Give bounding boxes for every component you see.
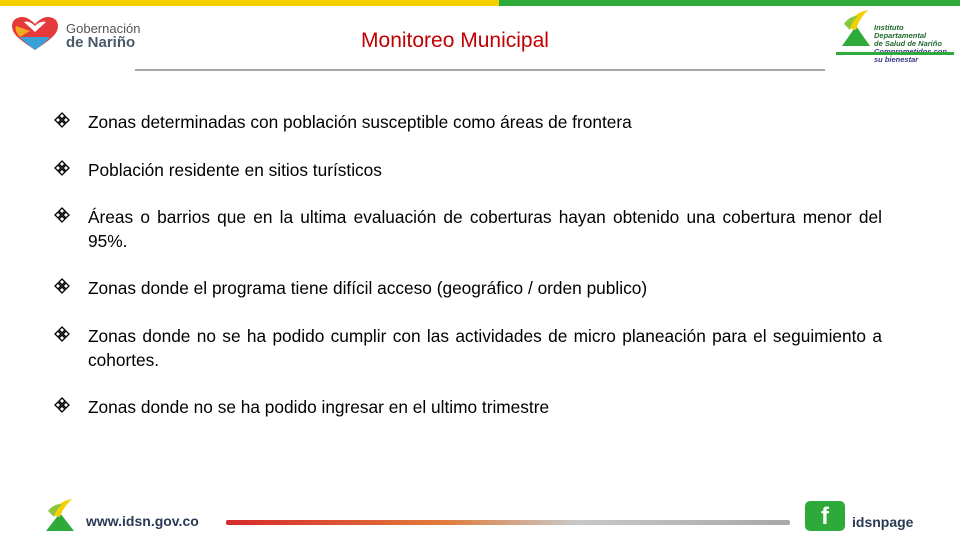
diamond-bullet-icon	[54, 326, 70, 342]
facebook-icon[interactable]: f	[805, 501, 845, 531]
diamond-bullet-icon	[54, 160, 70, 176]
idsn-underline	[836, 52, 954, 55]
bullet-item	[54, 110, 882, 134]
bullet-text: Zonas donde el programa tiene difícil acceso (geográfico / orden publico)	[88, 278, 648, 298]
institute-line-3: de Salud de Nariño	[874, 39, 942, 48]
bullet-item	[54, 158, 882, 182]
bullet-list	[54, 110, 882, 419]
bullet-item	[54, 276, 882, 300]
footer-website-link[interactable]: www.idsn.gov.co	[86, 513, 199, 529]
bullet-text: Población residente en sitios turísticos	[88, 160, 382, 180]
org-line-1: Gobernación	[66, 21, 141, 36]
diamond-bullet-icon	[54, 207, 70, 223]
bullet-item	[54, 395, 882, 419]
org-line-2: de Nariño	[66, 34, 136, 51]
idsn-footer-logo-icon	[44, 497, 80, 533]
institute-line-2: Departamental	[874, 31, 927, 40]
idsn-name	[874, 24, 954, 64]
bullet-text: Zonas donde no se ha podido cumplir con las actividades de micro planeación para el seguimiento a cohortes.	[88, 326, 882, 370]
title-divider	[135, 69, 825, 71]
diamond-bullet-icon	[54, 397, 70, 413]
top-color-bar	[0, 0, 960, 6]
diamond-bullet-icon	[54, 112, 70, 128]
institute-line-1: Instituto	[874, 23, 904, 32]
facebook-handle[interactable]: idsnpage	[852, 514, 914, 530]
idsn-logo	[836, 8, 954, 64]
institute-tagline: su bienestar	[874, 55, 919, 64]
footer-divider	[226, 520, 790, 525]
diamond-bullet-icon	[54, 278, 70, 294]
page-title: Monitoreo Municipal	[361, 29, 549, 52]
bullet-text: Zonas donde no se ha podido ingresar en el ultimo trimestre	[88, 397, 550, 417]
bullet-text: Zonas determinadas con población susceptible como áreas de frontera	[88, 112, 632, 132]
bullet-item	[54, 324, 882, 372]
bullet-text: Áreas o barrios que en la ultima evaluación de coberturas hayan obtenido una cobertura menor del 95%.	[88, 207, 882, 251]
bullet-item	[54, 205, 882, 253]
idsn-emblem-icon	[838, 8, 874, 48]
